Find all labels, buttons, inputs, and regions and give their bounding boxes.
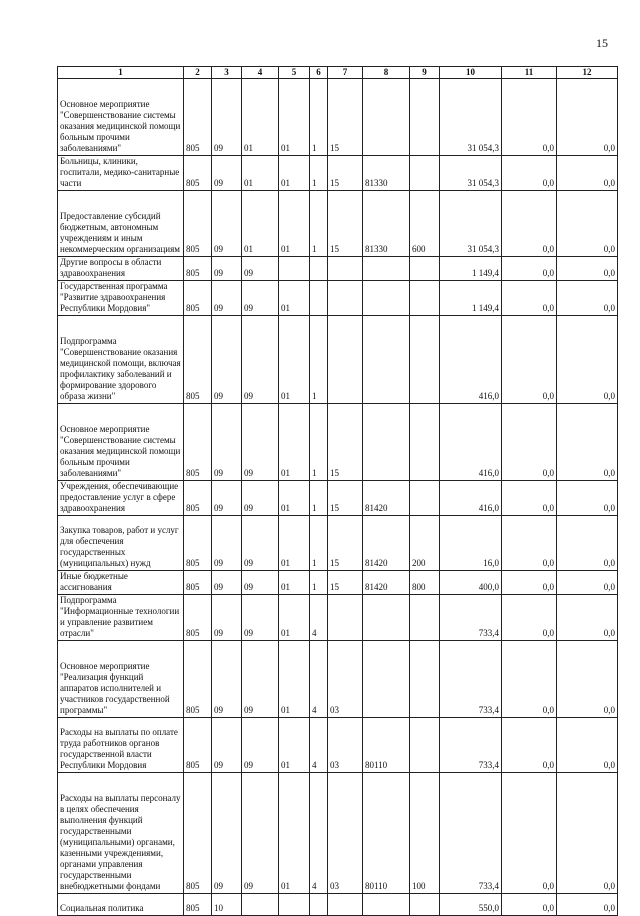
row-value-cell: 400,0 [440,571,502,595]
row-value-cell: 09 [212,641,242,718]
row-value-cell: 15 [328,571,363,595]
row-name-cell: Расходы на выплаты по оплате труда работников органов государственной власти Республики Мордовия [58,718,184,773]
row-name-cell: Закупка товаров, работ и услуг для обеспечения государственных (муниципальных) нужд [58,516,184,571]
row-value-cell: 01 [279,641,310,718]
row-value-cell: 805 [184,404,212,481]
row-value-cell [410,718,440,773]
row-value-cell: 01 [279,191,310,257]
row-value-cell: 03 [328,641,363,718]
row-value-cell: 01 [279,316,310,404]
row-value-cell [410,156,440,191]
header-cell: 10 [440,67,502,79]
row-value-cell: 0,0 [502,773,557,894]
table-row [58,481,618,516]
row-value-cell: 0,0 [557,281,618,316]
header-cell: 8 [363,67,410,79]
row-value-cell: 0,0 [557,191,618,257]
row-name-cell: Другие вопросы в области здравоохранения [58,257,184,281]
row-name-cell: Больницы, клиники, госпитали, медико-санитарные части [58,156,184,191]
row-value-cell: 800 [410,571,440,595]
row-value-cell: 1 [310,404,328,481]
row-value-cell: 0,0 [502,316,557,404]
row-value-cell: 01 [279,571,310,595]
row-value-cell: 805 [184,894,212,916]
table-row [58,316,618,404]
row-value-cell: 01 [279,516,310,571]
row-value-cell: 600 [410,191,440,257]
row-value-cell: 09 [212,595,242,641]
row-value-cell: 01 [279,156,310,191]
row-name-cell: Предоставление субсидий бюджетным, автономным учреждениям и иным некоммерческим организациям [58,191,184,257]
row-value-cell: 09 [242,481,279,516]
row-value-cell: 15 [328,191,363,257]
row-value-cell: 0,0 [502,257,557,281]
header-cell: 6 [310,67,328,79]
row-value-cell: 09 [242,316,279,404]
row-value-cell: 805 [184,481,212,516]
row-value-cell [363,257,410,281]
row-value-cell: 09 [242,516,279,571]
row-value-cell: 416,0 [440,316,502,404]
row-value-cell: 805 [184,641,212,718]
row-value-cell [410,281,440,316]
row-value-cell: 09 [212,281,242,316]
row-value-cell: 09 [212,516,242,571]
table-row [58,156,618,191]
row-value-cell: 09 [212,257,242,281]
row-name-cell: Основное мероприятие "Совершенствование системы оказания медицинской помощи больным прочими заболеваниями" [58,404,184,481]
row-value-cell: 805 [184,257,212,281]
row-value-cell: 01 [279,718,310,773]
header-cell: 4 [242,67,279,79]
row-value-cell: 09 [242,257,279,281]
row-value-cell: 805 [184,156,212,191]
header-cell: 1 [58,67,184,79]
row-value-cell [363,281,410,316]
row-value-cell: 1 [310,156,328,191]
table-row [58,79,618,156]
header-cell: 12 [557,67,618,79]
header-cell: 9 [410,67,440,79]
row-value-cell [328,281,363,316]
row-value-cell: 0,0 [502,571,557,595]
row-value-cell: 0,0 [502,79,557,156]
row-name-cell: Расходы на выплаты персоналу в целях обеспечения выполнения функций государственными (муниципальными) органами, казенными учреждениями, органами управления государственными внебюджетными фондами [58,773,184,894]
row-value-cell [363,641,410,718]
row-value-cell: 416,0 [440,481,502,516]
row-value-cell: 01 [279,281,310,316]
row-value-cell: 01 [242,191,279,257]
header-row [58,67,618,79]
row-value-cell: 805 [184,718,212,773]
row-value-cell: 4 [310,641,328,718]
row-value-cell: 09 [242,641,279,718]
row-value-cell: 01 [279,481,310,516]
row-value-cell: 81420 [363,516,410,571]
table-row [58,257,618,281]
row-value-cell: 01 [242,79,279,156]
table-row [58,571,618,595]
header-cell: 2 [184,67,212,79]
row-name-cell: Государственная программа "Развитие здравоохранения Республики Мордовия" [58,281,184,316]
row-value-cell: 81330 [363,156,410,191]
row-value-cell: 1 149,4 [440,281,502,316]
row-value-cell: 15 [328,481,363,516]
row-value-cell: 09 [212,191,242,257]
row-value-cell: 805 [184,773,212,894]
row-value-cell: 0,0 [502,595,557,641]
row-value-cell [328,595,363,641]
row-value-cell: 10 [212,894,242,916]
row-value-cell: 733,4 [440,595,502,641]
row-value-cell: 09 [212,481,242,516]
row-value-cell: 0,0 [557,516,618,571]
row-value-cell: 0,0 [557,316,618,404]
row-value-cell [328,316,363,404]
row-value-cell: 09 [212,718,242,773]
row-value-cell: 80110 [363,773,410,894]
table-row [58,281,618,316]
row-value-cell: 15 [328,79,363,156]
row-name-cell: Основное мероприятие "Совершенствование системы оказания медицинской помощи больным прочими заболеваниями" [58,79,184,156]
row-value-cell: 81330 [363,191,410,257]
row-name-cell: Иные бюджетные ассигнования [58,571,184,595]
row-value-cell: 09 [242,773,279,894]
row-value-cell: 1 [310,516,328,571]
page-number: 15 [596,36,608,50]
row-value-cell: 1 [310,191,328,257]
table-body [58,79,618,916]
row-value-cell: 0,0 [502,281,557,316]
row-value-cell [410,79,440,156]
header-cell: 3 [212,67,242,79]
row-value-cell: 15 [328,516,363,571]
row-value-cell: 805 [184,316,212,404]
row-value-cell: 09 [212,404,242,481]
row-value-cell: 0,0 [557,571,618,595]
row-value-cell: 805 [184,79,212,156]
row-value-cell: 0,0 [557,79,618,156]
row-value-cell: 09 [242,571,279,595]
row-value-cell: 0,0 [502,404,557,481]
row-value-cell: 200 [410,516,440,571]
row-value-cell [410,641,440,718]
row-value-cell: 81420 [363,571,410,595]
row-value-cell: 0,0 [502,516,557,571]
row-value-cell: 03 [328,773,363,894]
row-value-cell: 4 [310,773,328,894]
row-value-cell [328,257,363,281]
row-value-cell: 01 [279,404,310,481]
table-row [58,773,618,894]
row-value-cell [410,316,440,404]
row-value-cell: 0,0 [502,191,557,257]
row-value-cell [279,257,310,281]
row-value-cell: 0,0 [557,156,618,191]
row-value-cell: 733,4 [440,718,502,773]
row-value-cell: 01 [279,79,310,156]
row-value-cell: 1 [310,481,328,516]
row-value-cell: 0,0 [557,718,618,773]
row-value-cell: 16,0 [440,516,502,571]
row-value-cell: 80110 [363,718,410,773]
table-row [58,718,618,773]
row-value-cell: 31 054,3 [440,79,502,156]
row-value-cell: 81420 [363,481,410,516]
row-value-cell: 733,4 [440,773,502,894]
row-value-cell: 805 [184,516,212,571]
row-name-cell: Основное мероприятие "Реализация функций аппаратов исполнителей и участников государственной программы" [58,641,184,718]
row-value-cell: 0,0 [502,156,557,191]
row-value-cell [363,404,410,481]
table-row [58,404,618,481]
row-name-cell: Учреждения, обеспечивающие предоставление услуг в сфере здравоохранения [58,481,184,516]
row-value-cell: 0,0 [557,641,618,718]
row-value-cell [410,404,440,481]
row-value-cell: 09 [212,79,242,156]
row-value-cell: 09 [242,718,279,773]
row-value-cell: 01 [242,156,279,191]
row-value-cell: 805 [184,191,212,257]
row-value-cell: 01 [279,595,310,641]
row-value-cell: 31 054,3 [440,191,502,257]
row-value-cell: 1 [310,79,328,156]
table-row [58,641,618,718]
row-value-cell: 733,4 [440,641,502,718]
row-value-cell [410,595,440,641]
row-value-cell: 0,0 [557,404,618,481]
header-cell: 5 [279,67,310,79]
row-value-cell: 09 [242,404,279,481]
row-value-cell: 805 [184,281,212,316]
row-value-cell: 15 [328,404,363,481]
row-value-cell: 0,0 [557,481,618,516]
row-value-cell: 416,0 [440,404,502,481]
row-value-cell: 03 [328,718,363,773]
row-value-cell: 09 [212,156,242,191]
row-value-cell: 0,0 [502,641,557,718]
row-value-cell [410,481,440,516]
row-name-cell: Социальная политика [58,894,184,916]
row-value-cell: 0,0 [502,894,557,916]
row-value-cell: 0,0 [557,257,618,281]
row-value-cell: 15 [328,156,363,191]
row-value-cell [410,257,440,281]
row-value-cell: 100 [410,773,440,894]
row-value-cell: 31 054,3 [440,156,502,191]
row-value-cell: 4 [310,718,328,773]
row-value-cell: 09 [242,281,279,316]
row-value-cell [363,595,410,641]
row-value-cell: 0,0 [557,894,618,916]
header-cell: 7 [328,67,363,79]
header-cell: 11 [502,67,557,79]
row-value-cell: 0,0 [557,595,618,641]
table-row [58,595,618,641]
row-value-cell: 01 [279,773,310,894]
row-value-cell: 0,0 [557,773,618,894]
row-value-cell [363,316,410,404]
row-value-cell: 550,0 [440,894,502,916]
row-value-cell: 09 [212,571,242,595]
table-row [58,191,618,257]
row-value-cell: 1 149,4 [440,257,502,281]
row-value-cell: 805 [184,595,212,641]
row-value-cell: 09 [212,316,242,404]
row-name-cell: Подпрограмма "Совершенствование оказания медицинской помощи, включая профилактику заболеваний и формирование здорового образа жизни" [58,316,184,404]
row-value-cell: 1 [310,316,328,404]
row-value-cell: 09 [212,773,242,894]
row-value-cell: 1 [310,571,328,595]
row-value-cell [363,79,410,156]
row-value-cell: 0,0 [502,718,557,773]
row-name-cell: Подпрограмма "Информационные технологии и управление развитием отрасли" [58,595,184,641]
row-value-cell [310,281,328,316]
row-value-cell: 805 [184,571,212,595]
budget-table [57,66,618,916]
row-value-cell: 4 [310,595,328,641]
table-row [58,516,618,571]
row-value-cell: 0,0 [502,481,557,516]
row-value-cell: 09 [242,595,279,641]
row-value-cell [310,257,328,281]
